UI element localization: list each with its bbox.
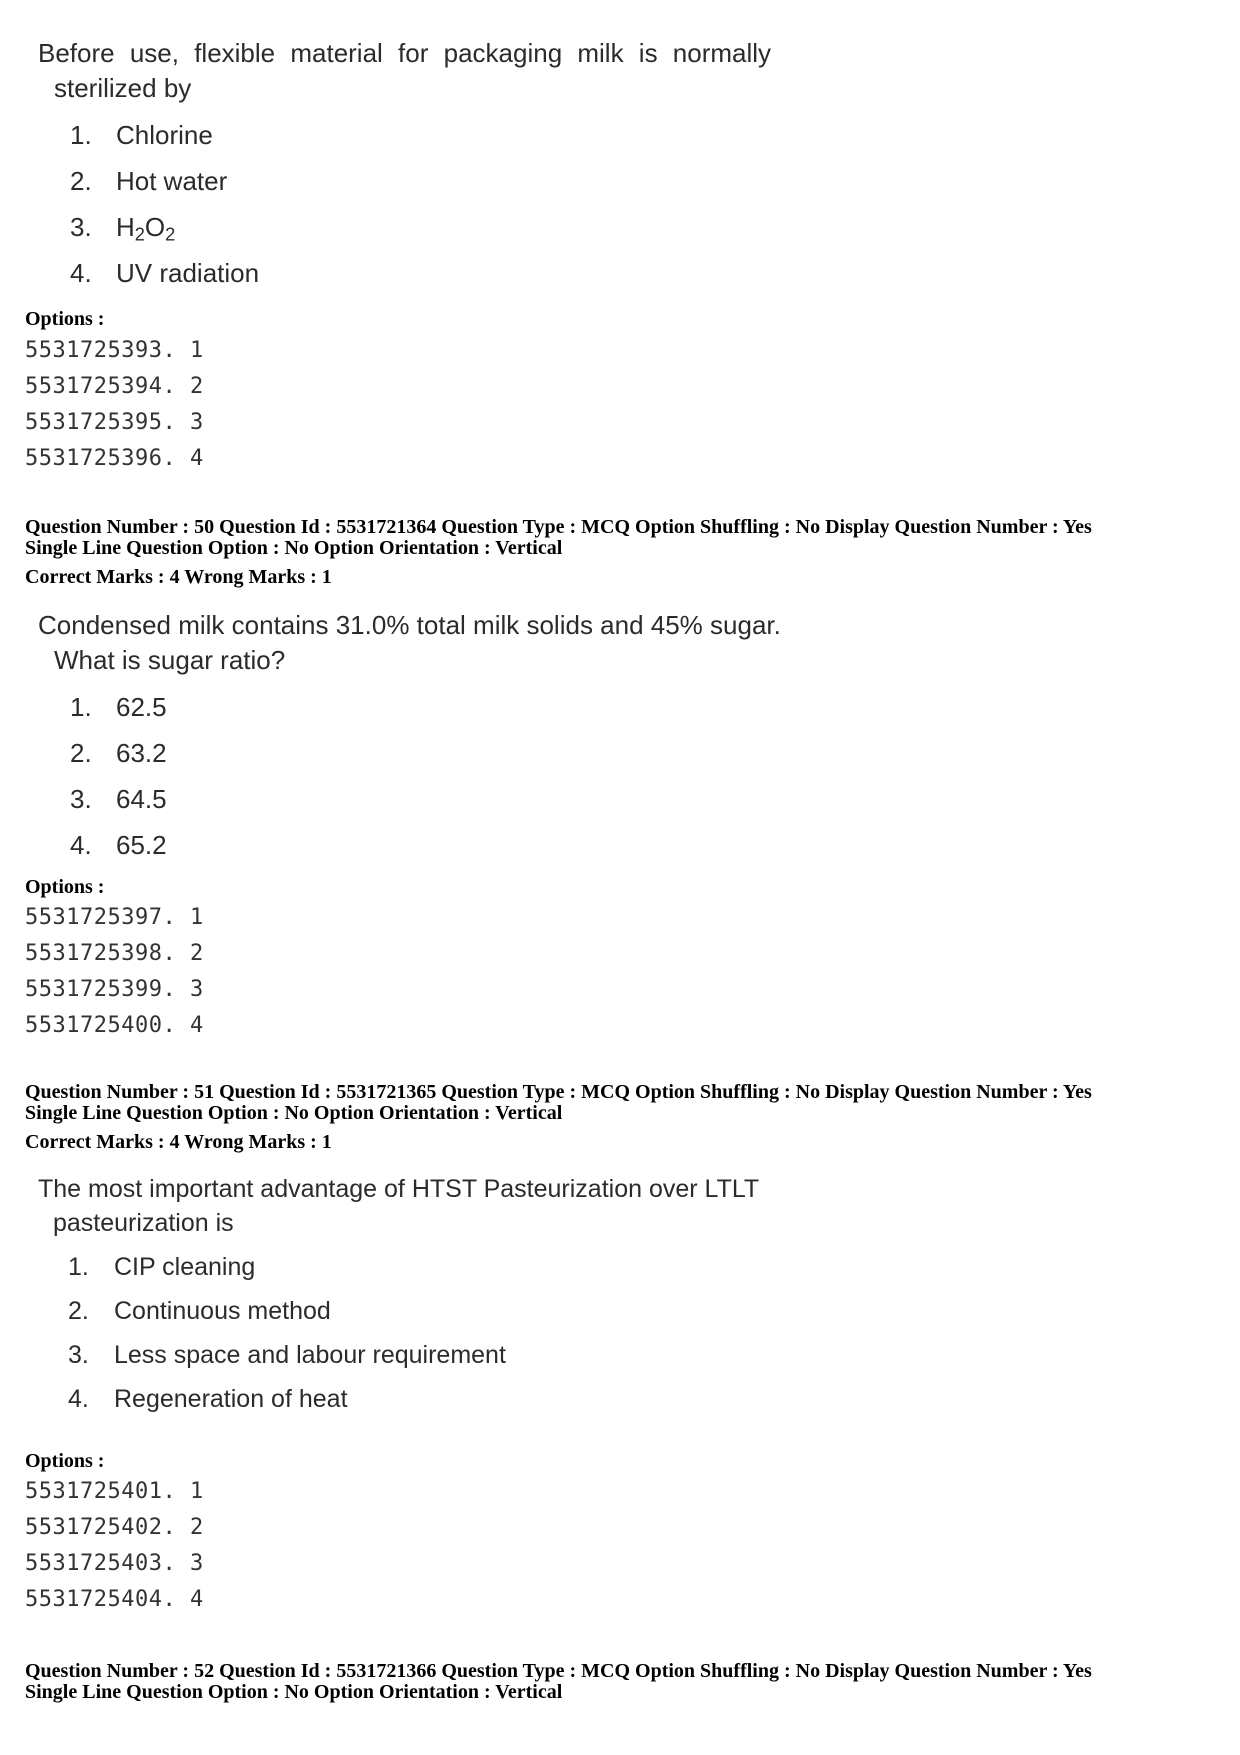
choice-number: 4. [68,1385,89,1413]
question-meta: Question Number : 50 Question Id : 5531721364 Question Type : MCQ Option Shuffling : No Display Question Number : Yes [25,516,1092,538]
question-meta: Single Line Question Option : No Option Orientation : Vertical [25,1102,563,1124]
answer-choice [68,1385,348,1414]
choice-text: 65.2 [116,830,167,860]
question-stem-line: The most important advantage of HTST Pasteurization over LTLT [38,1175,760,1203]
option-id: 5531725404. 4 [25,1587,204,1612]
question-meta: Single Line Question Option : No Option Orientation : Vertical [25,537,563,559]
question-stem-line: sterilized by [54,73,192,103]
answer-choice [70,830,167,861]
answer-choice [70,212,175,246]
formula-subscript: 2 [134,224,145,245]
choice-number: 2. [68,1297,89,1325]
choice-number: 1. [70,120,92,150]
question-meta: Question Number : 51 Question Id : 5531721365 Question Type : MCQ Option Shuffling : No Display Question Number : Yes [25,1081,1092,1103]
choice-text: 64.5 [116,784,167,814]
choice-text-formula [116,212,176,245]
answer-choice [68,1253,255,1282]
option-id: 5531725399. 3 [25,977,204,1002]
choice-number: 4. [70,830,92,860]
option-id: 5531725400. 4 [25,1013,204,1038]
question-marks: Correct Marks : 4 Wrong Marks : 1 [25,1131,332,1153]
choice-text: 63.2 [116,738,167,768]
choice-number: 4. [70,258,92,288]
option-id: 5531725397. 1 [25,905,204,930]
choice-text: UV radiation [116,258,260,288]
question-marks: Correct Marks : 4 Wrong Marks : 1 [25,566,332,588]
answer-choice [70,692,167,723]
choice-text: 62.5 [116,692,167,722]
question-stem-line: Condensed milk contains 31.0% total milk solids and 45% sugar. [38,610,781,640]
answer-choice [70,738,167,769]
formula-subscript: 2 [165,224,176,245]
option-id: 5531725396. 4 [25,446,204,471]
options-label: Options : [25,876,105,898]
formula-part: H [116,212,135,242]
options-label: Options : [25,308,105,330]
answer-choice [70,784,167,815]
choice-text: Regeneration of heat [114,1385,348,1413]
choice-number: 2. [70,166,92,196]
answer-choice [68,1341,506,1370]
option-id: 5531725393. 1 [25,338,204,363]
choice-number: 3. [70,784,92,814]
choice-number: 3. [68,1341,89,1369]
option-id: 5531725398. 2 [25,941,204,966]
choice-number: 1. [68,1253,89,1281]
question-stem-line: pasteurization is [53,1209,234,1237]
choice-text: Continuous method [114,1297,331,1325]
choice-number: 3. [70,212,92,242]
choice-text: Hot water [116,166,228,196]
answer-choice [70,258,259,289]
option-id: 5531725394. 2 [25,374,204,399]
question-stem-line: Before use, flexible material for packaging milk is normally [38,38,772,68]
question-meta: Single Line Question Option : No Option Orientation : Vertical [25,1681,563,1703]
question-stem-line: What is sugar ratio? [54,645,286,675]
answer-choice [70,166,227,197]
question-meta: Question Number : 52 Question Id : 5531721366 Question Type : MCQ Option Shuffling : No Display Question Number : Yes [25,1660,1092,1682]
answer-choice [68,1297,331,1326]
choice-text: CIP cleaning [114,1253,256,1281]
choice-text: Chlorine [116,120,213,150]
option-id: 5531725402. 2 [25,1515,204,1540]
choice-number: 1. [70,692,92,722]
choice-text: Less space and labour requirement [114,1341,506,1369]
formula-part: O [144,212,166,242]
option-id: 5531725403. 3 [25,1551,204,1576]
answer-choice [70,120,213,151]
option-id: 5531725395. 3 [25,410,204,435]
option-id: 5531725401. 1 [25,1479,204,1504]
options-label: Options : [25,1450,105,1472]
choice-number: 2. [70,738,92,768]
